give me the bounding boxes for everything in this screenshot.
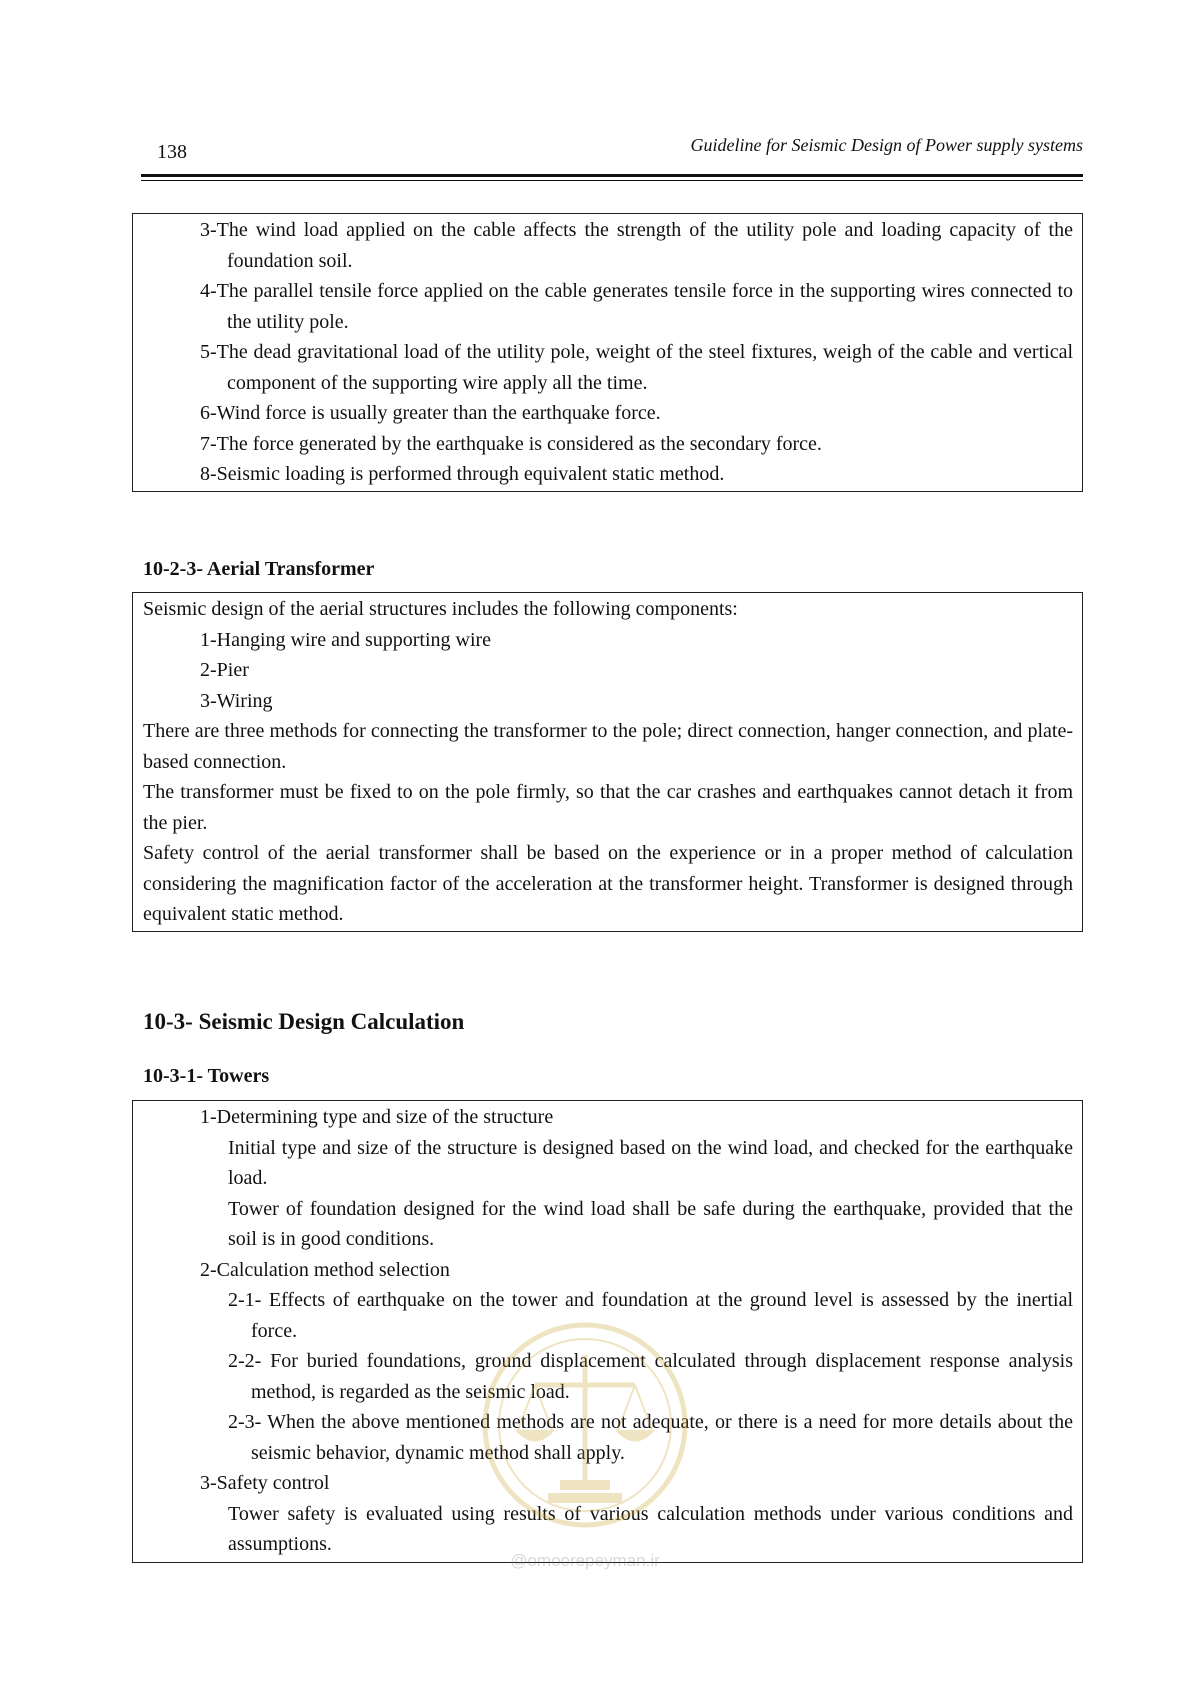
watermark-text: @omoorepeyman.ir	[510, 1551, 660, 1570]
list-item: 2-3- When the above mentioned methods are not adequate, or there is a need for more details about the seismic behavior, dynamic method shall apply.	[228, 1411, 1073, 1464]
list-item: 8-Seismic loading is performed through equivalent static method.	[200, 463, 725, 485]
paragraph: Safety control of the aerial transformer shall be based on the experience or in a proper method of calculation considering the magnification factor of the acceleration at the transformer height. Transformer is designed through equivalent static method.	[143, 842, 1073, 925]
towers-box	[132, 1100, 1083, 1563]
step-title: 3-Safety control	[200, 1472, 330, 1494]
paragraph: There are three methods for connecting the transformer to the pole; direct connection, hanger connection, and plate-based connection.	[143, 720, 1073, 773]
aerial-transformer-box	[132, 592, 1083, 932]
header-rule	[141, 174, 1083, 177]
section-heading-aerial-transformer: 10-2-3- Aerial Transformer	[143, 558, 375, 580]
paragraph: Initial type and size of the structure is designed based on the wind load, and checked for the earthquake load.	[228, 1136, 1073, 1189]
paragraph: The transformer must be fixed to on the pole firmly, so that the car crashes and earthquakes cannot detach it from the pier.	[143, 781, 1073, 834]
list-item: 2-2- For buried foundations, ground displacement calculated through displacement response analysis method, is regarded as the seismic load.	[228, 1350, 1073, 1403]
paragraph: Tower of foundation designed for the wind load shall be safe during the earthquake, provided that the soil is in good conditions.	[228, 1197, 1073, 1250]
component-item: 1-Hanging wire and supporting wire	[200, 628, 492, 651]
list-item: 3-The wind load applied on the cable affects the strength of the utility pole and loading capacity of the foundation soil.	[200, 219, 1073, 272]
list-item: 2-1- Effects of earthquake on the tower and foundation at the ground level is assessed by the inertial force.	[228, 1289, 1073, 1342]
paragraph: Tower safety is evaluated using results of various calculation methods under various conditions and assumptions.	[228, 1502, 1073, 1555]
step-title: 1-Determining type and size of the structure	[200, 1106, 554, 1128]
pole-loading-box	[132, 213, 1083, 492]
list-item: 6-Wind force is usually greater than the earthquake force.	[200, 402, 661, 424]
page-number: 138	[157, 141, 187, 163]
list-item: 7-The force generated by the earthquake is considered as the secondary force.	[200, 432, 822, 455]
step-title: 2-Calculation method selection	[200, 1258, 450, 1281]
header-rule-thin	[141, 180, 1083, 181]
intro-text: Seismic design of the aerial structures includes the following components:	[143, 598, 738, 620]
component-item: 2-Pier	[200, 659, 249, 681]
running-title: Guideline for Seismic Design of Power supply systems	[690, 135, 1083, 155]
component-item: 3-Wiring	[200, 689, 273, 712]
list-item: 5-The dead gravitational load of the utility pole, weight of the steel fixtures, weigh of the cable and vertical component of the supporting wire apply all the time.	[200, 341, 1073, 394]
section-heading-towers: 10-3-1- Towers	[143, 1065, 270, 1087]
list-item: 4-The parallel tensile force applied on the cable generates tensile force in the supporting wires connected to the utility pole.	[200, 280, 1073, 333]
section-heading-seismic-calculation: 10-3- Seismic Design Calculation	[143, 1009, 465, 1034]
